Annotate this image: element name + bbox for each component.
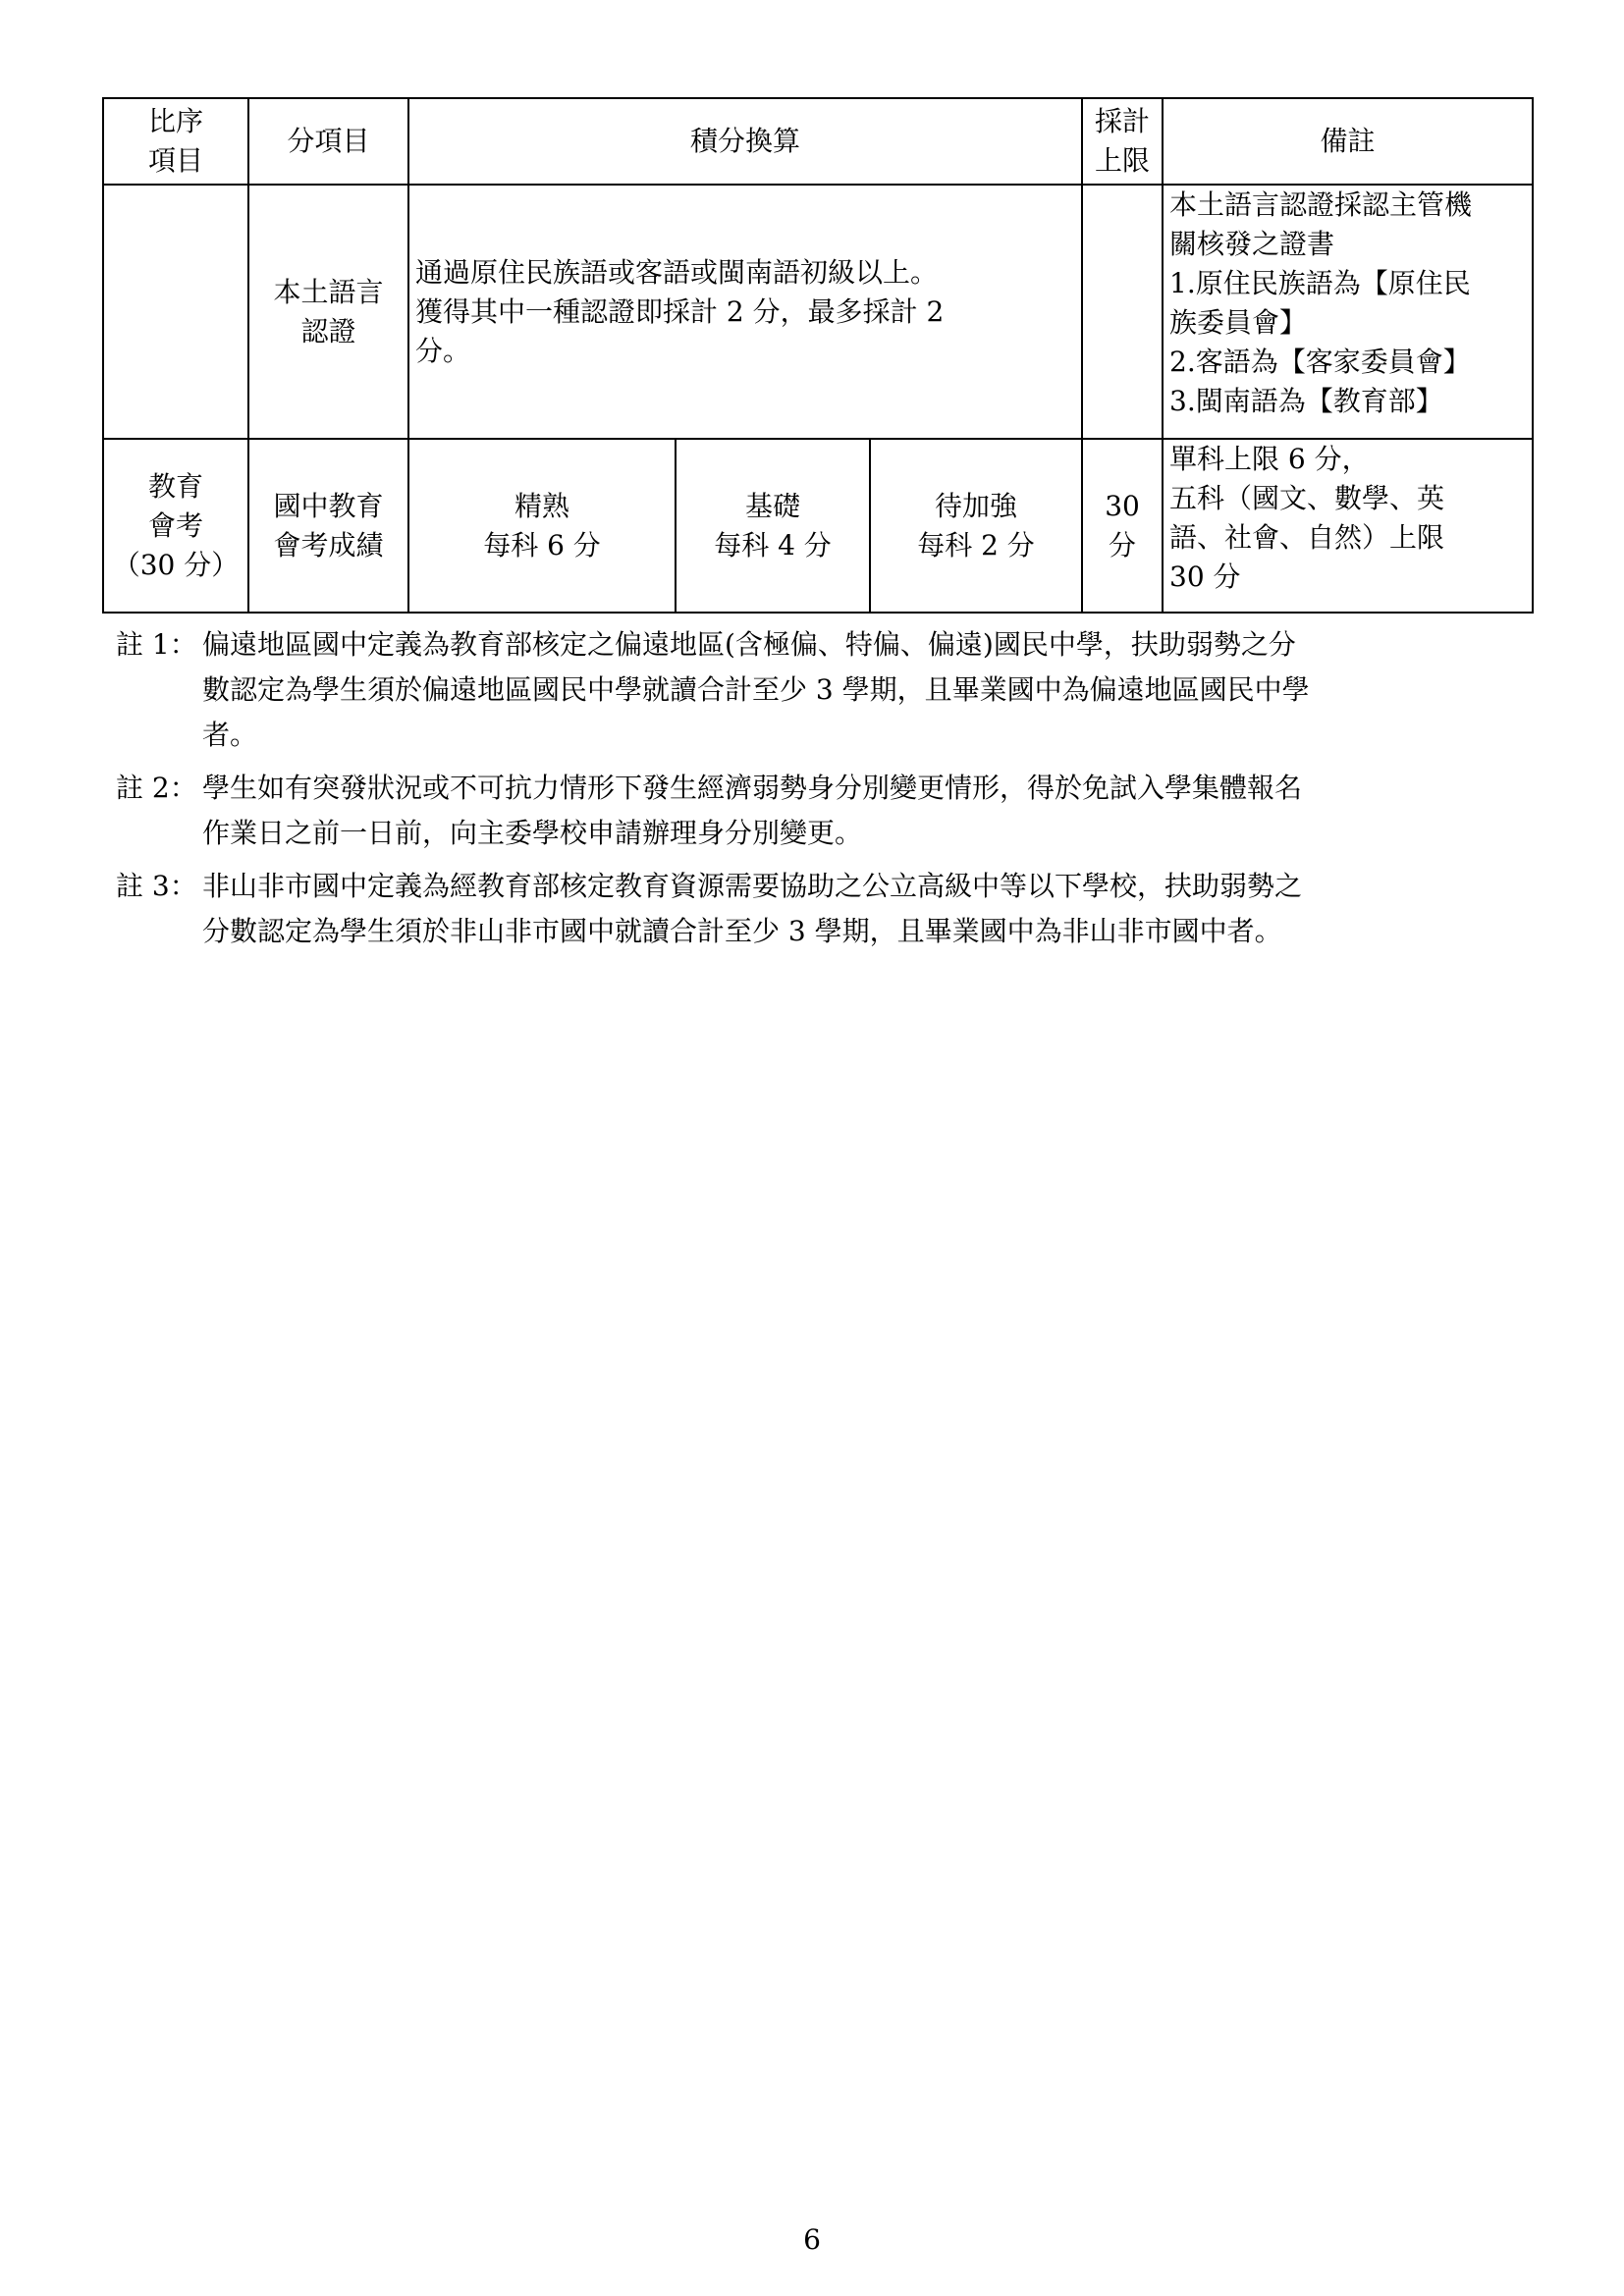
notes-section [116,622,1530,962]
note-body [202,864,1530,954]
scoring-table [102,97,1534,614]
exam-subitem-line2: 會考成績 [273,528,384,561]
note-line: 偏遠地區國中定義為教育部核定之偏遠地區(含極偏、特偏、偏遠)國民中學，扶助弱勢之分 [202,628,1296,661]
note-line: 學生如有突發狀況或不可抗力情形下發生經濟弱勢身分別變更情形，得於免試入學集體報名 [202,772,1303,804]
note-label: 註 1： [116,628,197,661]
exam-item-line2: 會考 [147,508,203,542]
lang-remarks-line: 本土語言認證採認主管機 [1169,188,1473,221]
header-subitem: 分項目 [248,98,408,185]
lang-scoring-line1: 通過原住民族語或客語或閩南語初級以上。 [415,255,939,289]
lang-item-cell [103,185,248,439]
note-label: 註 3： [116,870,197,902]
header-cap-line1: 採計 [1095,105,1151,137]
note-line: 非山非市國中定義為經教育部核定教育資源需要協助之公立高級中等以下學校，扶助弱勢之 [202,870,1303,902]
table-header-row [103,98,1533,185]
exam-cap-line2: 分 [1109,528,1137,561]
exam-cap [1082,439,1163,613]
exam-remarks-line: 單科上限 6 分， [1169,443,1370,475]
lang-cap-cell [1082,185,1163,439]
header-remarks: 備註 [1163,98,1533,185]
note-1 [116,622,1530,758]
header-cap [1082,98,1163,185]
lang-subitem-line2: 認證 [300,314,356,347]
exam-subitem-line1: 國中教育 [273,489,384,522]
page-number: 6 [803,2223,821,2256]
exam-remarks-line: 五科（國文、數學、英 [1169,482,1445,514]
note-body [202,622,1530,758]
level-name: 待加強 [935,489,1018,522]
exam-item [103,439,248,613]
exam-cap-line1: 30 [1105,489,1140,522]
header-item-line1: 比序 [147,105,203,137]
level-name: 精熟 [514,489,569,522]
lang-scoring [408,185,1082,439]
exam-item-line3: （30 分） [112,548,240,581]
level-points: 每科 6 分 [483,528,601,561]
lang-scoring-line3: 分。 [415,334,471,367]
lang-subitem-line1: 本土語言 [273,275,384,308]
note-body [202,766,1530,856]
table-row-education-exam [103,439,1533,613]
note-line: 數認定為學生須於偏遠地區國民中學就讀合計至少 3 學期，且畢業國中為偏遠地區國民中學 [202,673,1310,706]
note-2 [116,766,1530,856]
note-label: 註 2： [116,772,197,804]
lang-remarks [1163,185,1533,439]
exam-level-basic [676,439,870,613]
lang-scoring-line2: 獲得其中一種認證即採計 2 分，最多採計 2 [415,294,945,328]
exam-remarks-line: 語、社會、自然）上限 [1169,521,1445,554]
note-line: 分數認定為學生須於非山非市國中就讀合計至少 3 學期，且畢業國中為非山非市國中者。 [202,915,1282,947]
header-cap-line2: 上限 [1095,144,1151,177]
lang-remarks-line: 族委員會】 [1169,306,1308,339]
exam-item-line1: 教育 [147,469,203,503]
note-line: 作業日之前一日前，向主委學校申請辦理身分別變更。 [202,817,863,849]
header-item [103,98,248,185]
exam-subitem [248,439,408,613]
lang-subitem [248,185,408,439]
lang-remarks-line: 3.閩南語為【教育部】 [1169,385,1443,417]
header-scoring: 積分換算 [408,98,1082,185]
exam-remarks [1163,439,1533,613]
level-points: 每科 4 分 [714,528,832,561]
level-points: 每科 2 分 [917,528,1035,561]
lang-remarks-line: 2.客語為【客家委員會】 [1169,346,1471,378]
exam-remarks-line: 30 分 [1169,561,1241,593]
header-item-line2: 項目 [147,144,203,177]
note-3 [116,864,1530,954]
lang-remarks-line: 關核發之證書 [1169,228,1335,260]
note-line: 者。 [202,719,258,751]
exam-level-improve [870,439,1082,613]
table-row-native-language [103,185,1533,439]
exam-level-proficient [408,439,676,613]
lang-remarks-line: 1.原住民族語為【原住民 [1169,267,1471,299]
level-name: 基礎 [744,489,800,522]
